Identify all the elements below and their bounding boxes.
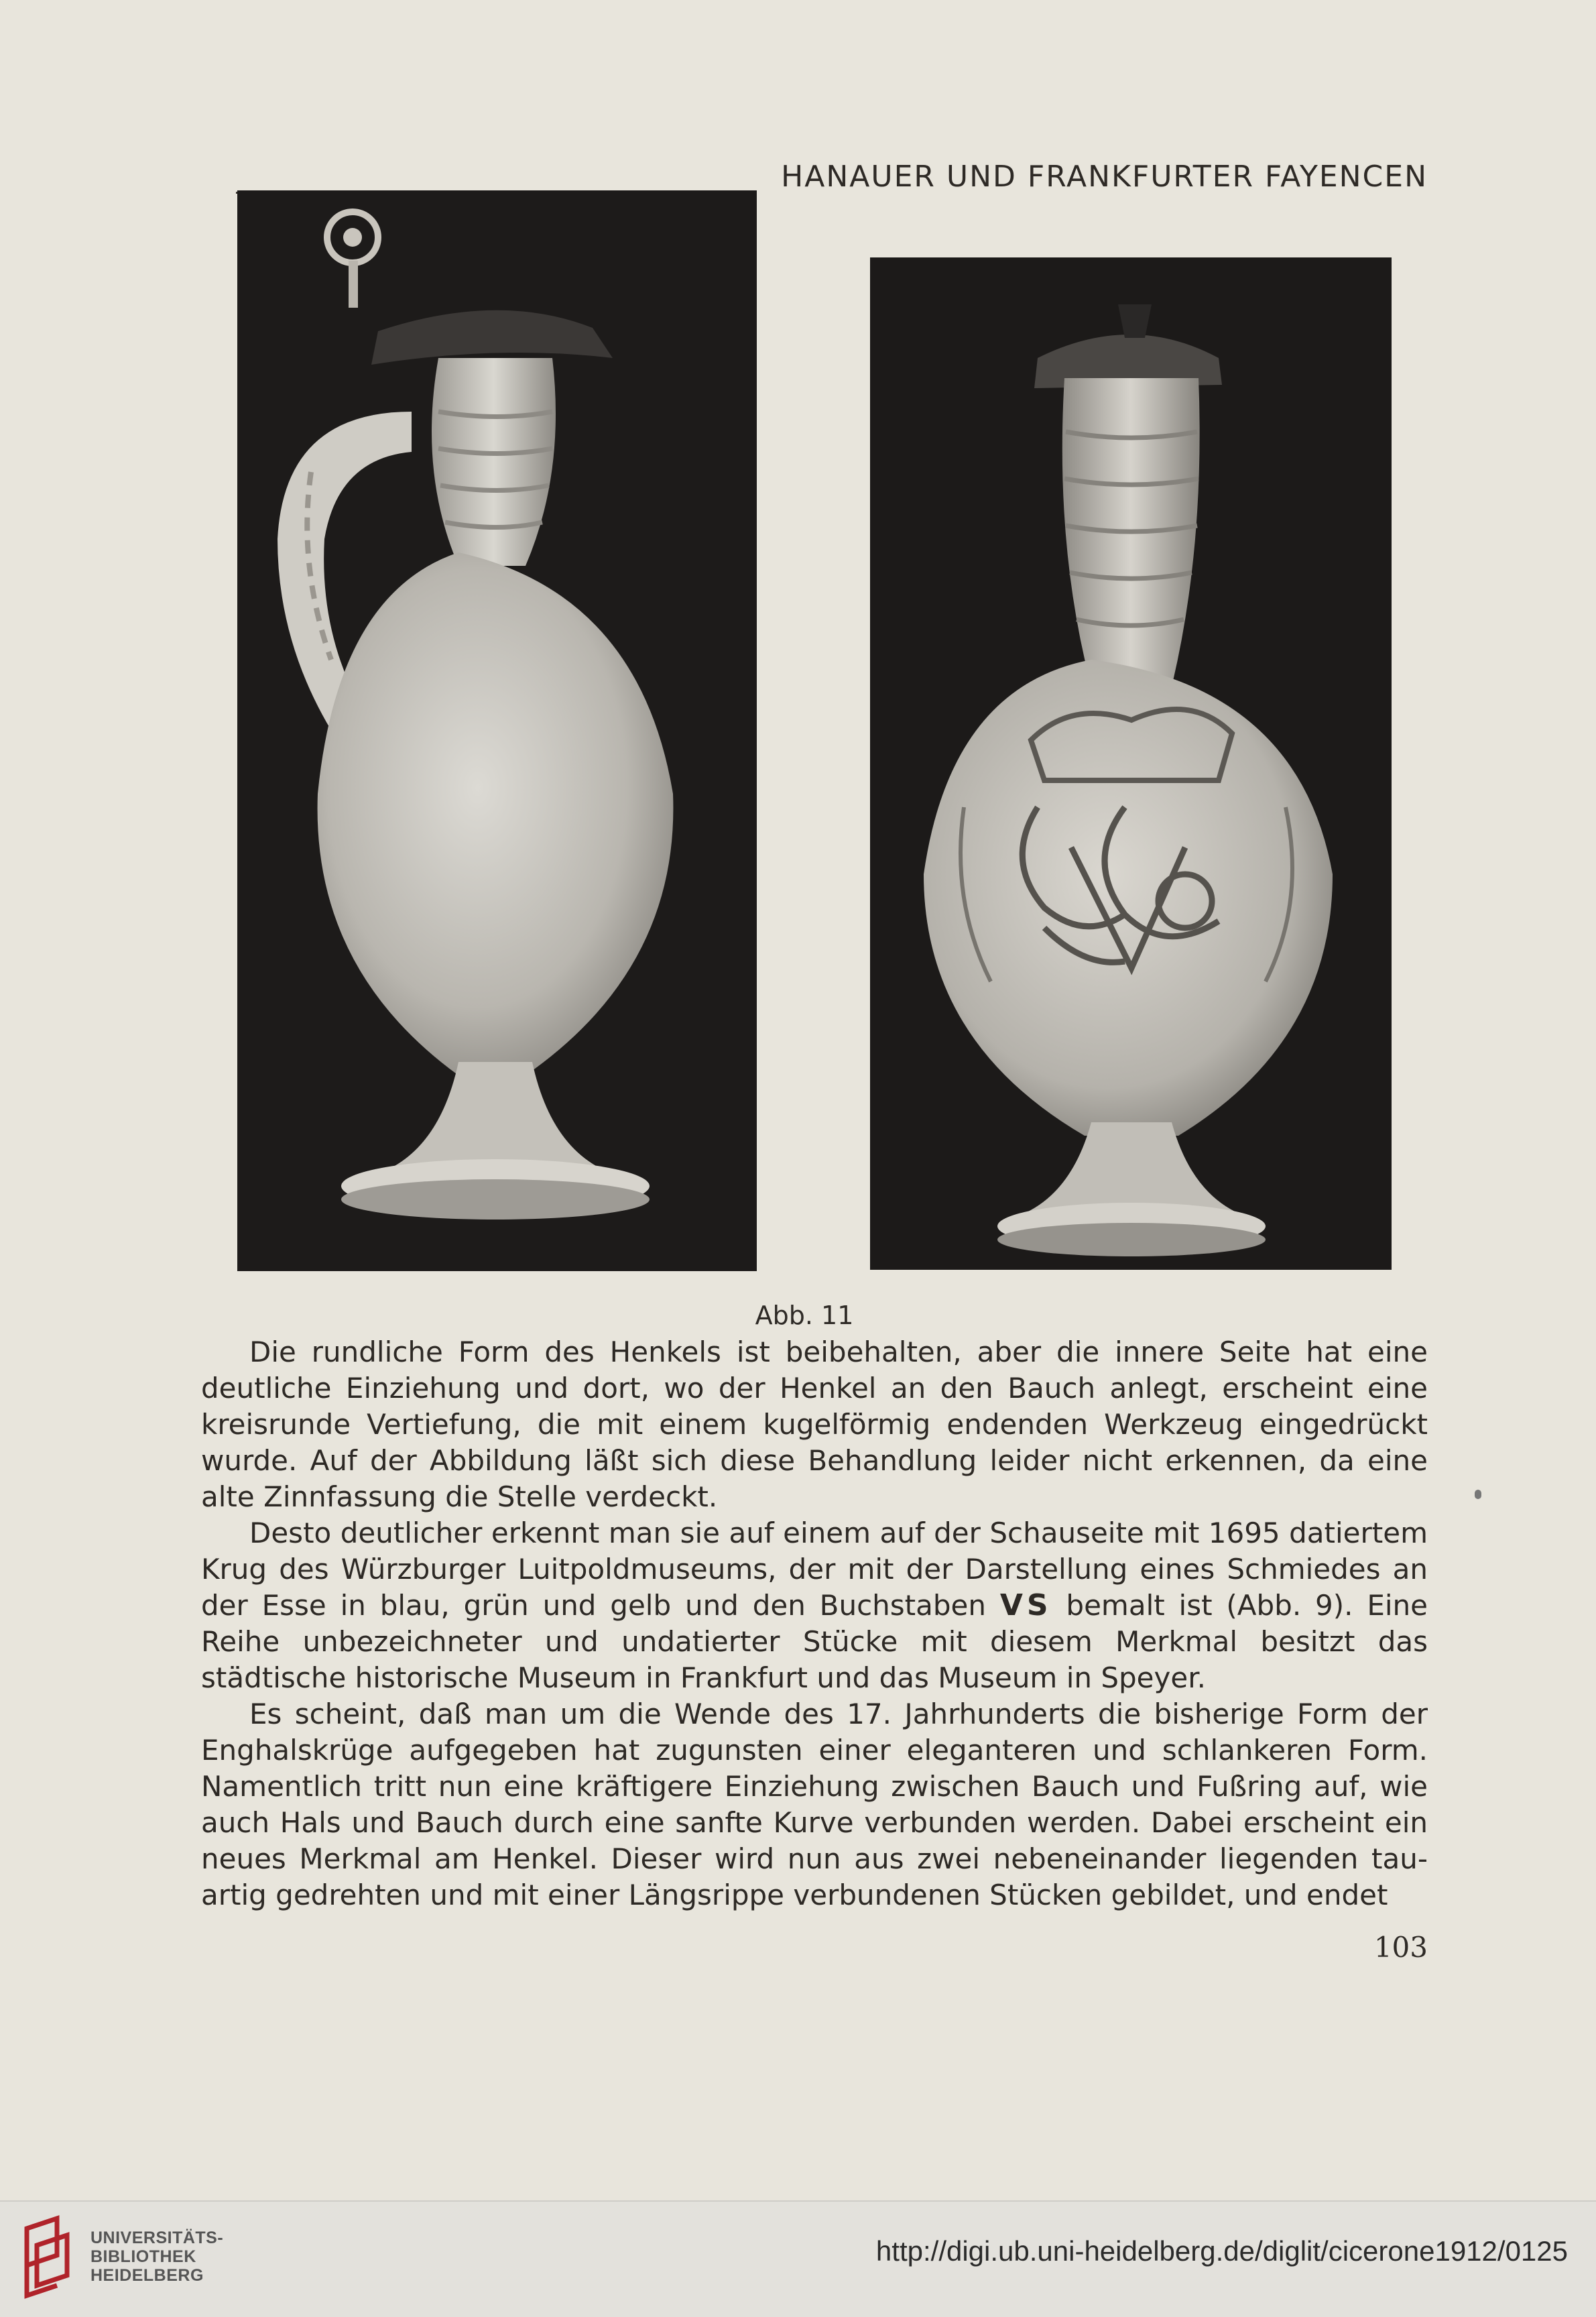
ink-speck [1475,1490,1481,1499]
figure-caption: Abb. 11 [755,1301,854,1330]
body-text [201,1334,1428,1913]
letters-vs: VS [999,1588,1052,1622]
library-name [90,2229,223,2285]
jug-photo-left [237,190,757,1271]
paragraph-3: Es scheint, daß man um die Wende des 17. Jahrhunderts die bisherige Form der Enghalskrüge aufgegeben hat zugunsten einer eleganteren und schlankeren Form. Namentlich tritt nun eine kräftigere Einziehung zwischen Bauch und Fußring auf, wie auch Hals und Bauch durch eine sanfte Kurve verbunden werden. Dabei erscheint ein neues Merkmal am Henkel. Dieser wird nun aus zwei nebeneinander liegenden tau-artig gedrehten und mit einer Längsrippe verbundenen Stücken gebildet, und endet [201,1698,1428,1911]
jug-photo-right [870,257,1392,1270]
library-name-line-1: UNIVERSITÄTS- [90,2229,224,2247]
digitization-footer [0,2200,1596,2317]
library-name-line-2: BIBLIOTHEK [90,2247,196,2266]
permalink-url[interactable]: http://digi.ub.uni-heidelberg.de/diglit/cicerone1912/0125 [875,2235,1568,2267]
paragraph-1: Die rundliche Form des Henkels ist beibehalten, aber die innere Seite hat eine deutliche Einziehung und dort, wo der Henkel an den Bauch anlegt, erscheint eine kreisrunde Vertiefung, die mit einem kugelförmig endenden Werkzeug eingedrückt wurde. Auf der Abbildung läßt sich diese Behandlung leider nicht erkennen, da eine alte Zinnfassung die Stelle verdeckt. [201,1335,1428,1513]
running-title: HANAUER UND FRANKFURTER FAYENCEN [781,160,1428,194]
page-number: 103 [1373,1931,1428,1964]
paragraph-2 [201,1515,1428,1696]
paragraph-2-part-a: Desto deutlicher erkennt man sie auf einem auf der Schauseite mit 1695 datiertem Krug des Würzburger Luitpoldmuseums, der mit der Darstellung eines Schmiedes an der Esse in blau, grün und gelb und den Buchstaben [201,1517,1428,1622]
paragraph-2-part-b: bemalt ist (Abb. 9). Eine Reihe unbezeichneter und undatierter Stücke mit diesem Merkmal besitzt das städtische historische Museum in Frankfurt und das Museum in Speyer. [201,1589,1428,1694]
library-logo-icon [20,2215,80,2301]
library-name-line-3: HEIDELBERG [90,2266,204,2285]
